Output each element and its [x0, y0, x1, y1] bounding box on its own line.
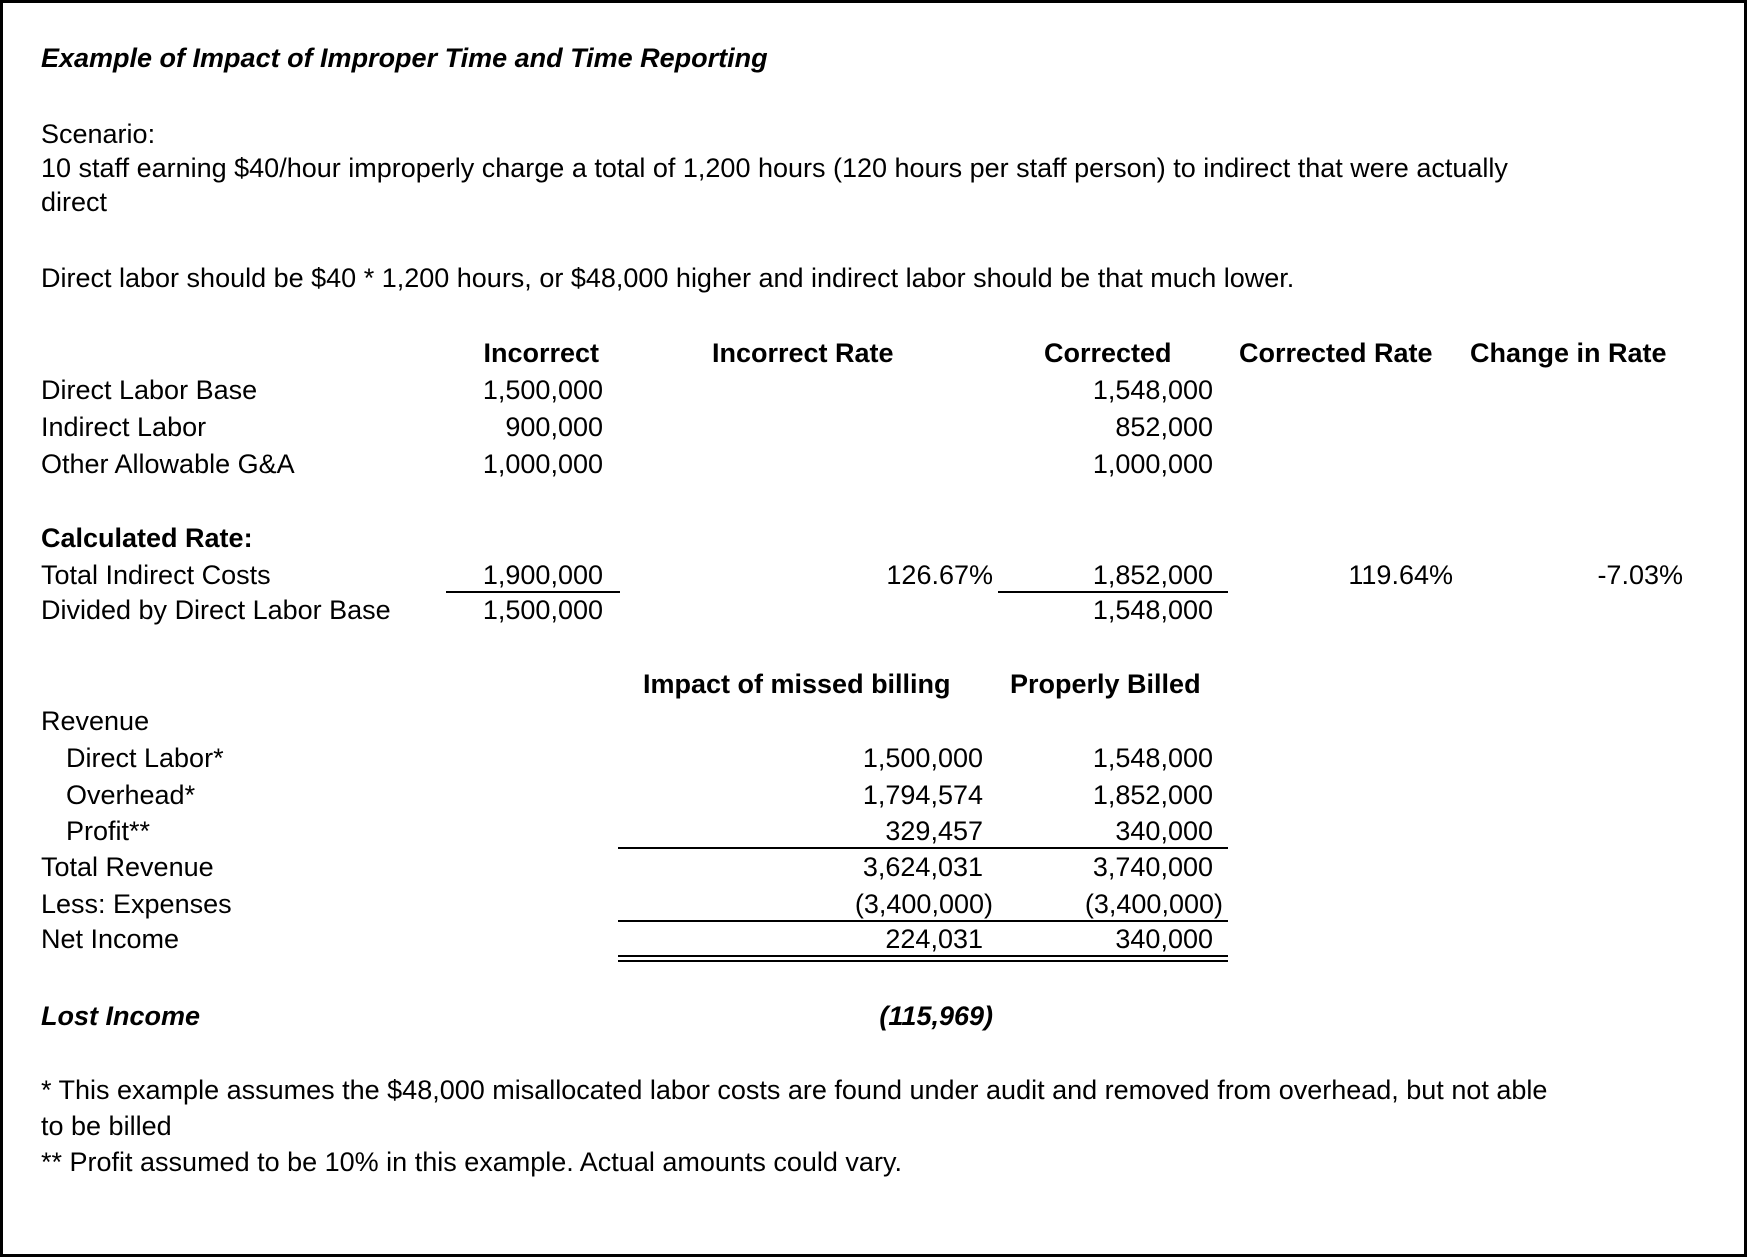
scenario-label: Scenario: [41, 119, 156, 149]
cell-incorrect-direct-labor-base: 1,500,000 [482, 375, 603, 405]
cell-impact-net-income: 224,031 [885, 924, 983, 954]
cell-properly-total-revenue: 3,740,000 [1092, 852, 1213, 882]
header-properly-billed: Properly Billed [1010, 669, 1201, 699]
divider-total-revenue [618, 847, 1228, 849]
row-label-direct-labor: Direct Labor* [66, 743, 224, 773]
row-label-profit: Profit** [66, 816, 151, 846]
row-label-total-indirect: Total Indirect Costs [41, 560, 271, 590]
header-corrected: Corrected [1044, 338, 1172, 368]
row-label-overhead: Overhead* [66, 780, 196, 810]
divider-corrected [998, 591, 1228, 593]
cell-properly-net-income: 340,000 [1115, 924, 1213, 954]
header-impact-missed-billing: Impact of missed billing [643, 669, 951, 699]
double-underline-net-income [618, 955, 1228, 962]
divider-net-income [618, 920, 1228, 922]
cell-corrected-other-allowable: 1,000,000 [1092, 449, 1213, 479]
row-label-total-revenue: Total Revenue [41, 852, 214, 882]
row-label-direct-labor-base: Direct Labor Base [41, 375, 258, 405]
header-incorrect: Incorrect [483, 338, 599, 368]
row-label-divided-by: Divided by Direct Labor Base [41, 595, 391, 625]
revenue-label: Revenue [41, 706, 150, 736]
cell-incorrect-divided-by: 1,500,000 [482, 595, 603, 625]
cell-impact-total-revenue: 3,624,031 [862, 852, 983, 882]
lost-income-value: (115,969) [879, 1001, 993, 1031]
row-label-expenses: Less: Expenses [41, 889, 232, 919]
cell-change-in-rate: -7.03% [1597, 560, 1683, 590]
header-change-in-rate: Change in Rate [1470, 338, 1667, 368]
document-title: Example of Impact of Improper Time and Time Reporting [41, 43, 768, 73]
row-label-indirect-labor: Indirect Labor [41, 412, 207, 442]
cell-incorrect-rate: 126.67% [886, 560, 993, 590]
cell-incorrect-indirect-labor: 900,000 [505, 412, 603, 442]
cell-corrected-direct-labor-base: 1,548,000 [1092, 375, 1213, 405]
cell-impact-expenses: (3,400,000) [854, 889, 993, 919]
cell-incorrect-other-allowable: 1,000,000 [482, 449, 603, 479]
cell-properly-expenses: (3,400,000) [1084, 889, 1223, 919]
header-corrected-rate: Corrected Rate [1239, 338, 1433, 368]
calculated-rate-label: Calculated Rate: [41, 523, 253, 553]
cell-properly-overhead: 1,852,000 [1092, 780, 1213, 810]
footnote-2: ** Profit assumed to be 10% in this example. Actual amounts could vary. [41, 1147, 902, 1177]
row-label-net-income: Net Income [41, 924, 180, 954]
cell-corrected-divided-by: 1,548,000 [1092, 595, 1213, 625]
cell-properly-profit: 340,000 [1115, 816, 1213, 846]
lost-income-label: Lost Income [41, 1001, 201, 1031]
cell-properly-direct-labor: 1,548,000 [1092, 743, 1213, 773]
cell-impact-direct-labor: 1,500,000 [862, 743, 983, 773]
scenario-line-1: 10 staff earning $40/hour improperly charge a total of 1,200 hours (120 hours per staff person) to indirect that were actually [41, 153, 1508, 183]
footnote-1-line-1: * This example assumes the $48,000 misallocated labor costs are found under audit and removed from overhead, but not able [41, 1075, 1548, 1105]
row-label-other-allowable: Other Allowable G&A [41, 449, 295, 479]
header-incorrect-rate: Incorrect Rate [712, 338, 894, 368]
scenario-note: Direct labor should be $40 * 1,200 hours, or $48,000 higher and indirect labor should be that much lower. [41, 263, 1295, 293]
divider-incorrect [446, 591, 620, 593]
cell-incorrect-total-indirect: 1,900,000 [482, 560, 603, 590]
cell-corrected-total-indirect: 1,852,000 [1092, 560, 1213, 590]
cell-corrected-rate: 119.64% [1348, 560, 1453, 590]
cell-corrected-indirect-labor: 852,000 [1115, 412, 1213, 442]
footnote-1-line-2: to be billed [41, 1111, 172, 1141]
cell-impact-profit: 329,457 [885, 816, 983, 846]
cell-impact-overhead: 1,794,574 [862, 780, 983, 810]
scenario-line-2: direct [41, 187, 108, 217]
